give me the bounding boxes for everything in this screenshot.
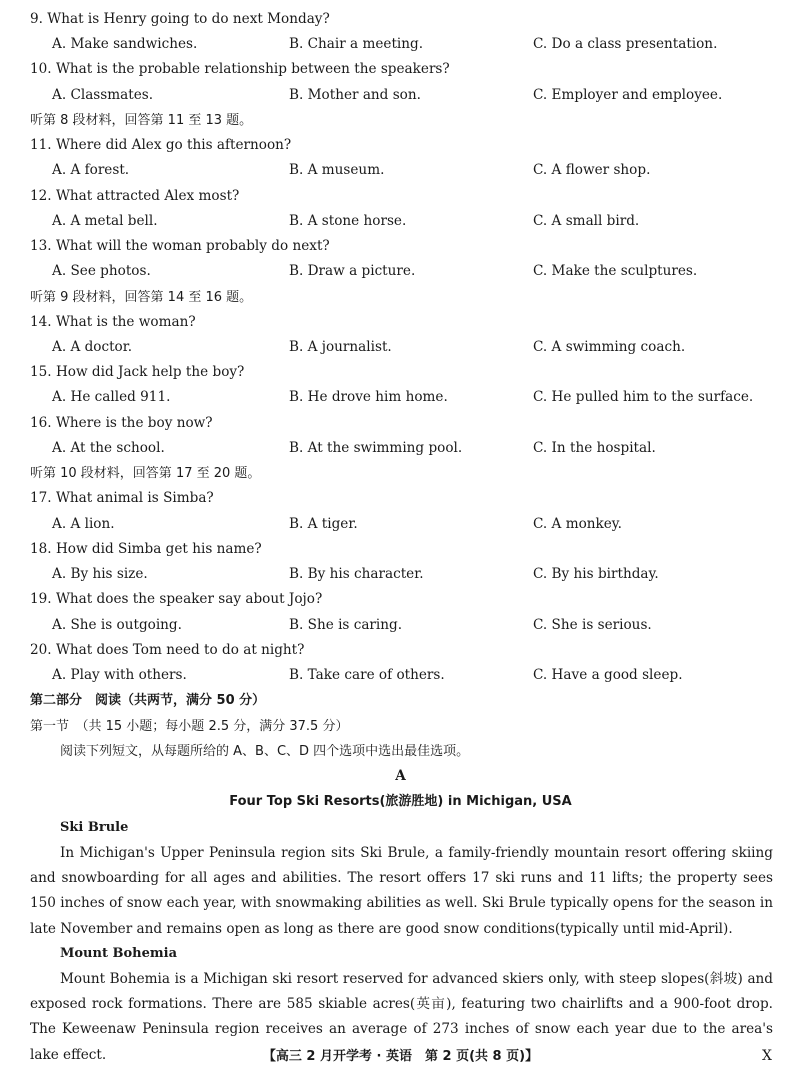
option-c: C. She is serious.: [533, 617, 652, 633]
option-a: A. Classmates.: [52, 87, 154, 103]
footer-mark: X: [762, 1048, 772, 1064]
option-a: A. A forest.: [52, 162, 130, 178]
reading-instruction: 阅读下列短文，从每题所给的 A、B、C、D 四个选项中选出最佳选项。: [60, 744, 470, 759]
question-15: [0, 360, 801, 385]
option-b: B. She is caring.: [289, 617, 403, 633]
option-b: B. A stone horse.: [289, 213, 407, 229]
option-c: C. By his birthday.: [533, 566, 659, 582]
question-12: [0, 184, 801, 209]
question-text: 9. What is Henry going to do next Monday?: [30, 11, 330, 27]
option-b: B. Chair a meeting.: [289, 36, 424, 52]
section-instruction: 听第 8 段材料，回答第 11 至 13 题。: [30, 113, 253, 128]
option-b: B. He drove him home.: [289, 389, 448, 405]
option-c: C. A small bird.: [533, 213, 640, 229]
question-19: [0, 587, 801, 612]
option-c: C. A monkey.: [533, 516, 623, 532]
question-text: 10. What is the probable relationship between the speakers?: [30, 61, 450, 77]
section-heading: 第一节 （共 15 小题；每小题 2.5 分，满分 37.5 分）: [30, 719, 349, 734]
options-13: [0, 259, 801, 284]
resort-text-ski-brule: In Michigan's Upper Peninsula region sits Ski Brule, a family-friendly mountain resort offering skiing and snowboarding for all ages and abilities. The resort offers 17 ski runs and 11 lifts; the property sees 150 inches of snow each year, with snowmaking abilities as well. Ski Brule typically opens for the season in late November and remains open as long as there are good snow conditions(typically until mid-April).: [30, 845, 773, 937]
option-b: B. A journalist.: [289, 339, 392, 355]
question-text: 11. Where did Alex go this afternoon?: [30, 137, 292, 153]
options-19: [0, 613, 801, 638]
option-a: A. At the school.: [52, 440, 165, 456]
resort-name-mount-bohemia: Mount Bohemia: [60, 946, 177, 961]
passage-letter: A: [395, 768, 406, 784]
options-14: [0, 335, 801, 360]
options-18: [0, 562, 801, 587]
part-heading: 第二部分 阅读（共两节，满分 50 分）: [30, 693, 266, 708]
option-c: C. Make the sculptures.: [533, 263, 698, 279]
question-text: 12. What attracted Alex most?: [30, 188, 240, 204]
option-a: A. Play with others.: [52, 667, 187, 683]
options-15: [0, 385, 801, 410]
option-b: B. Take care of others.: [289, 667, 445, 683]
option-b: B. Draw a picture.: [289, 263, 416, 279]
option-c: C. Have a good sleep.: [533, 667, 683, 683]
options-16: [0, 436, 801, 461]
question-13: [0, 234, 801, 259]
question-10: [0, 57, 801, 82]
question-14: [0, 310, 801, 335]
options-10: [0, 83, 801, 108]
page-footer: 【高三 2 月开学考 · 英语 第 2 页(共 8 页)】: [262, 1049, 539, 1064]
option-a: A. He called 911.: [52, 389, 171, 405]
options-11: [0, 158, 801, 183]
option-c: C. Employer and employee.: [533, 87, 723, 103]
option-c: C. A swimming coach.: [533, 339, 686, 355]
options-9: [0, 32, 801, 57]
option-c: C. He pulled him to the surface.: [533, 389, 754, 405]
question-20: [0, 638, 801, 663]
option-b: B. A tiger.: [289, 516, 358, 532]
option-b: B. By his character.: [289, 566, 424, 582]
question-text: 16. Where is the boy now?: [30, 415, 213, 431]
question-text: 13. What will the woman probably do next?: [30, 238, 330, 254]
option-c: C. Do a class presentation.: [533, 36, 718, 52]
option-a: A. A lion.: [52, 516, 115, 532]
question-16: [0, 411, 801, 436]
question-9: [0, 7, 801, 32]
options-12: [0, 209, 801, 234]
question-text: 15. How did Jack help the boy?: [30, 364, 245, 380]
option-b: B. At the swimming pool.: [289, 440, 463, 456]
question-text: 19. What does the speaker say about Jojo?: [30, 591, 323, 607]
question-11: [0, 133, 801, 158]
passage-title: Four Top Ski Resorts(旅游胜地) in Michigan, USA: [229, 794, 572, 809]
options-17: [0, 512, 801, 537]
options-20: [0, 663, 801, 688]
option-a: A. See photos.: [52, 263, 151, 279]
resort-text-mount-bohemia: Mount Bohemia is a Michigan ski resort reserved for advanced skiers only, with steep slopes(斜坡) and exposed rock formations. There are 585 skiable acres(英亩), featuring two chairlifts and a 900-foot drop. The Keweenaw Peninsula region receives an average of 273 inches of snow each year due to the area's lake effect.: [30, 971, 773, 1063]
option-a: A. A metal bell.: [52, 213, 158, 229]
option-a: A. By his size.: [52, 566, 148, 582]
option-b: B. A museum.: [289, 162, 385, 178]
question-18: [0, 537, 801, 562]
question-text: 20. What does Tom need to do at night?: [30, 642, 305, 658]
question-text: 18. How did Simba get his name?: [30, 541, 262, 557]
section-instruction: 听第 10 段材料，回答第 17 至 20 题。: [30, 466, 261, 481]
option-a: A. She is outgoing.: [52, 617, 182, 633]
option-c: C. A flower shop.: [533, 162, 651, 178]
option-a: A. Make sandwiches.: [52, 36, 198, 52]
section-instruction: 听第 9 段材料，回答第 14 至 16 题。: [30, 290, 253, 305]
question-text: 17. What animal is Simba?: [30, 490, 214, 506]
option-b: B. Mother and son.: [289, 87, 421, 103]
question-text: 14. What is the woman?: [30, 314, 196, 330]
option-c: C. In the hospital.: [533, 440, 656, 456]
resort-name-ski-brule: Ski Brule: [60, 820, 129, 835]
question-17: [0, 486, 801, 511]
option-a: A. A doctor.: [52, 339, 133, 355]
